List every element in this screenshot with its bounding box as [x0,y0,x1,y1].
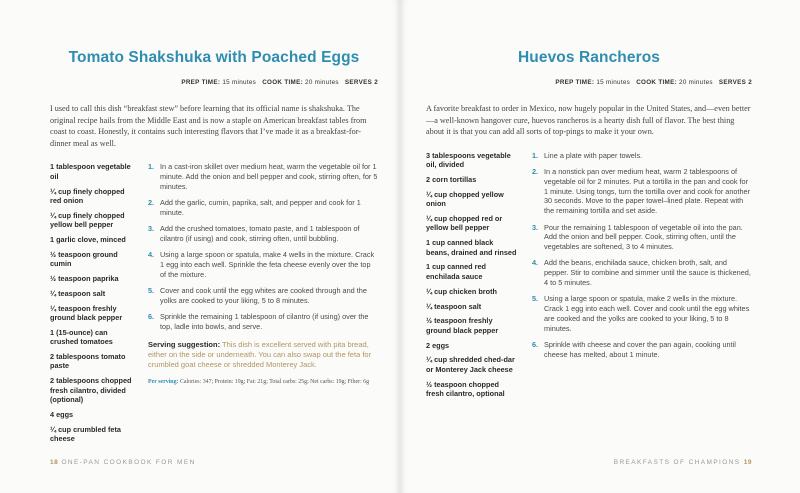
ingredient-item: 4 eggs [50,409,74,419]
ingredient-item: ¼ cup chopped red or yellow bell pepper [426,214,503,233]
ingredient-item: 1 garlic clove, minced [50,234,126,244]
page-footer [614,459,752,466]
recipe-intro: I used to call this dish “breakfast stew” before learning that its official name is shakshuka. The original recipe hails from the Middle East and is now a staple on American breakfast tables from coast to coast. Honestly, it contains such interesting flavors that I’ve made it as a breakfast-for-dinner meal as well. [50,104,367,148]
page-number: 18 [50,459,59,466]
step-number: 1. [532,150,539,160]
step-number: 5. [148,286,155,296]
step-item [532,258,752,287]
ingredients-list [50,162,134,449]
ingredient-item: 2 corn tortillas [426,174,477,184]
ingredient-item: ¼ cup finely chopped red onion [50,186,125,205]
steps-container [148,162,378,332]
recipe-intro: A favorite breakfast to order in Mexico, now hugely popular in the United States, and—even better—a well-known hangover cure, huevos rancheros is a hearty dish full of flavor. The best thing about it is that you can add all sorts of top-pings to make it your own. [426,104,751,137]
recipe-title: Tomato Shakshuka with Poached Eggs [68,49,360,66]
step-text: Cover and cook until the egg whites are cooked through and the yolks are cooked to your liking, 5 to 8 minutes. [160,286,367,306]
step-item [148,224,378,244]
serves-label: SERVES 2 [344,79,378,86]
cook-time-label: COOK TIME: [262,79,303,86]
ingredient-item: 3 tablespoons vegetable oil, divided [426,150,511,170]
step-item [532,167,752,216]
ingredient-item: 2 tablespoons chopped fresh cilantro, divided (optional) [50,376,132,404]
ingredient-item: ¼ teaspoon salt [50,288,106,298]
recipe-body [50,162,378,449]
cook-time-value: 20 minutes [305,79,339,86]
step-item [532,223,752,252]
ingredient-item: 2 tablespoons tomato paste [50,352,126,371]
step-item [148,162,378,191]
step-number: 2. [148,198,155,208]
ingredient-item: ¼ cup chopped yellow onion [426,189,504,209]
right-page [400,0,800,493]
book-title: ONE-PAN COOKBOOK FOR MEN [61,459,196,466]
recipe-title: Huevos Rancheros [517,49,660,66]
prep-time-value: 15 minutes [222,79,257,86]
step-number: 5. [532,294,539,304]
steps-container [532,151,752,360]
step-item [532,294,752,333]
ingredient-item: ¼ cup crumbled feta cheese [50,424,121,444]
step-text: In a cast-iron skillet over medium heat, warm the vegetable oil for 1 minute. Add the onion and bell pepper and cook, stirring often, for 5 minutes. [160,162,378,191]
nutrition-label: Per serving: [148,379,179,386]
step-number: 6. [148,312,155,322]
ingredient-item: ½ teaspoon paprika [50,274,119,284]
prep-time-value: 15 minutes [596,79,631,86]
step-item [148,312,378,332]
step-number: 4. [532,258,539,268]
ingredient-item: 1 (15-ounce) can crushed tomatoes [50,327,113,347]
page-number: 19 [743,459,752,466]
prep-time-label: PREP TIME: [181,79,221,86]
step-text: Using a large spoon or spatula, make 2 wells in the mixture. Crack 1 egg into each well. Cover and cook until the egg whites are cooked and the yolks are cooked to your liking, 5 to 8 minutes. [544,294,750,333]
step-item [532,151,752,161]
ingredients-list [426,151,518,404]
serving-suggestion [148,340,378,370]
ingredient-item: ¼ teaspoon salt [426,301,482,311]
step-text: Add the beans, enchilada sauce, chicken broth, salt, and pepper. Stir to combine and simmer until the sauce is thickened, 4 to 5 minutes. [544,258,751,288]
cook-time-value: 20 minutes [679,79,713,86]
serving-text: This dish is excellent served with pita bread, either on the side or underneath. You can also swap out the feta for crumbled goat cheese or shredded Monterey Jack. [148,340,372,370]
ingredient-item: 2 eggs [426,340,450,350]
ingredient-item: 1 cup canned red enchilada sauce [426,262,487,281]
nutrition-info [148,378,378,386]
ingredient-item: ¼ cup chicken broth [426,286,497,296]
steps-list [148,162,378,449]
recipe-meta [50,79,378,86]
ingredient-item: ½ teaspoon freshly ground black pepper [426,316,499,335]
cook-time-label: COOK TIME: [636,79,677,86]
page-footer [50,459,196,466]
step-number: 2. [532,167,539,177]
ingredient-item: ¼ cup shredded ched-dar or Monterey Jack cheese [426,355,515,374]
prep-time-label: PREP TIME: [555,79,595,86]
step-text: In a nonstick pan over medium heat, warm 2 tablespoons of vegetable oil for 2 minutes. Put a tortilla in the pan and cook for 1 minute. Using tongs, turn the tortilla over and cook for another 30 seconds. Move to the paper towel–lined plate. Repeat with the remaining tortilla and set aside. [544,167,751,216]
recipe-body [426,151,752,404]
step-number: 1. [148,162,155,172]
step-text: Sprinkle the remaining 1 tablespoon of cilantro (if using) over the top, ladle into bowls, and serve. [160,312,369,332]
nutrition-text: Calories: 347; Protein: 19g; Fat: 21g; Total carbs: 25g; Net carbs: 19g; Fiber: 6g [179,379,370,386]
steps-list [532,151,752,404]
serves-label: SERVES 2 [718,79,752,86]
step-number: 6. [532,340,539,350]
chapter-title: BREAKFASTS OF CHAMPIONS [613,459,741,466]
recipe-meta [426,79,752,86]
step-item [532,340,752,360]
step-item [148,250,378,279]
ingredient-item: 1 tablespoon vegetable oil [50,162,131,181]
step-number: 4. [148,250,155,260]
step-number: 3. [532,222,539,232]
step-text: Add the crushed tomatoes, tomato paste, and 1 tablespoon of cilantro (if using) and cook, stirring often, until bubbling. [160,224,360,244]
step-item [148,286,378,306]
ingredient-item: ¼ teaspoon freshly ground black pepper [50,303,123,323]
ingredient-item: ¼ cup finely chopped yellow bell pepper [50,210,125,230]
ingredient-item: ½ teaspoon ground cumin [50,249,118,269]
step-text: Line a plate with paper towels. [544,150,643,160]
step-text: Using a large spoon or spatula, make 4 wells in the mixture. Crack 1 egg into each well. Sprinkle the feta cheese evenly over the top of the mixture. [160,250,375,280]
step-item [148,198,378,218]
ingredient-item: 1 cup canned black beans, drained and rinsed [426,238,517,257]
step-number: 3. [148,224,155,234]
step-text: Add the garlic, cumin, paprika, salt, and pepper and cook for 1 minute. [160,198,361,218]
ingredient-item: ½ teaspoon chopped fresh cilantro, optional [426,379,505,398]
serving-label: Serving suggestion: [148,340,221,350]
step-text: Sprinkle with cheese and cover the pan again, cooking until cheese has melted, about 1 minute. [544,340,736,359]
step-text: Pour the remaining 1 tablespoon of vegetable oil into the pan. Add the onion and bell pepper. Cook, stirring often, until the vegetables are softened, 3 to 4 minutes. [544,222,743,252]
